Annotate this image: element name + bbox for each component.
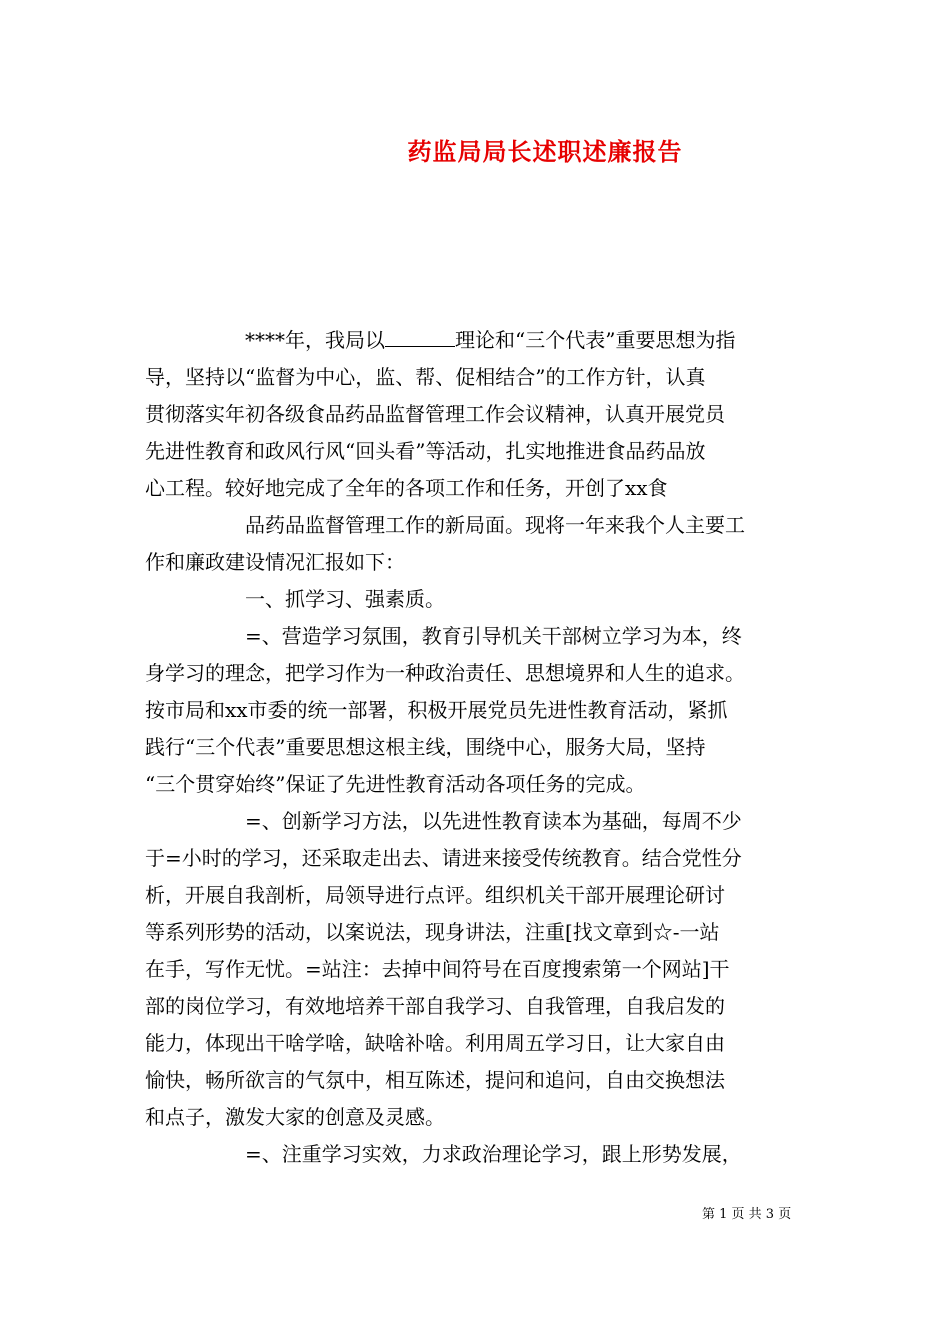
paragraph-line: =、营造学习氛围，教育引导机关干部树立学习为本，终 <box>245 624 742 648</box>
paragraph-line: 和点子，激发大家的创意及灵感。 <box>145 1105 445 1129</box>
paragraph-line: 等系列形势的活动，以案说法，现身讲法，注重[找文章到☆-一站 <box>145 920 720 944</box>
paragraph-line: 贯彻落实年初各级食品药品监督管理工作会议精神，认真开展党员 <box>145 402 725 426</box>
line-text-before-blank: ****年，我局以 <box>245 328 385 352</box>
paragraph-line: 能力，体现出干啥学啥，缺啥补啥。利用周五学习日，让大家自由 <box>145 1031 725 1055</box>
paragraph-line: 愉快，畅所欲言的气氛中，相互陈述，提问和追问，自由交换想法 <box>145 1068 725 1092</box>
fill-in-blank <box>385 326 455 347</box>
paragraph-line <box>145 322 810 359</box>
document-title: 药监局局长述职述廉报告 <box>407 137 683 166</box>
paragraph-line: 按市局和xx市委的统一部署，积极开展党员先进性教育活动，紧抓 <box>145 698 728 722</box>
page-number-footer: 第 1 页 共 3 页 <box>702 1207 792 1222</box>
paragraph-line: 践行“三个代表”重要思想这根主线，围绕中心，服务大局，坚持 <box>145 735 706 759</box>
paragraph-line: 析，开展自我剖析，局领导进行点评。组织机关干部开展理论研讨 <box>145 883 725 907</box>
line-text-after-blank: 理论和“三个代表”重要思想为指 <box>455 328 736 352</box>
paragraph-line: 导，坚持以“监督为中心，监、帮、促相结合”的工作方针，认真 <box>145 365 706 389</box>
paragraph-line: 部的岗位学习，有效地培养干部自我学习、自我管理，自我启发的 <box>145 994 725 1018</box>
paragraph-line: 身学习的理念，把学习作为一种政治责任、思想境界和人生的追求。 <box>145 661 745 685</box>
paragraph-line: 心工程。较好地完成了全年的各项工作和任务，开创了xx食 <box>145 476 668 500</box>
paragraph-line: 在手，写作无忧。=站注：去掉中间符号在百度搜索第一个网站]干 <box>145 957 730 981</box>
paragraph-line: =、注重学习实效，力求政治理论学习，跟上形势发展， <box>245 1142 742 1166</box>
paragraph-line: 先进性教育和政风行风“回头看”等活动，扎实地推进食品药品放 <box>145 439 706 463</box>
document-body <box>145 322 810 1173</box>
paragraph-line: “三个贯穿始终”保证了先进性教育活动各项任务的完成。 <box>145 772 646 796</box>
paragraph-line: 品药品监督管理工作的新局面。现将一年来我个人主要工 <box>245 513 745 537</box>
paragraph-line: =、创新学习方法，以先进性教育读本为基础，每周不少 <box>245 809 742 833</box>
paragraph-line: 作和廉政建设情况汇报如下： <box>145 550 405 574</box>
paragraph-line: 一、抓学习、强素质。 <box>245 587 445 611</box>
paragraph-line: 于=小时的学习，还采取走出去、请进来接受传统教育。结合党性分 <box>145 846 742 870</box>
